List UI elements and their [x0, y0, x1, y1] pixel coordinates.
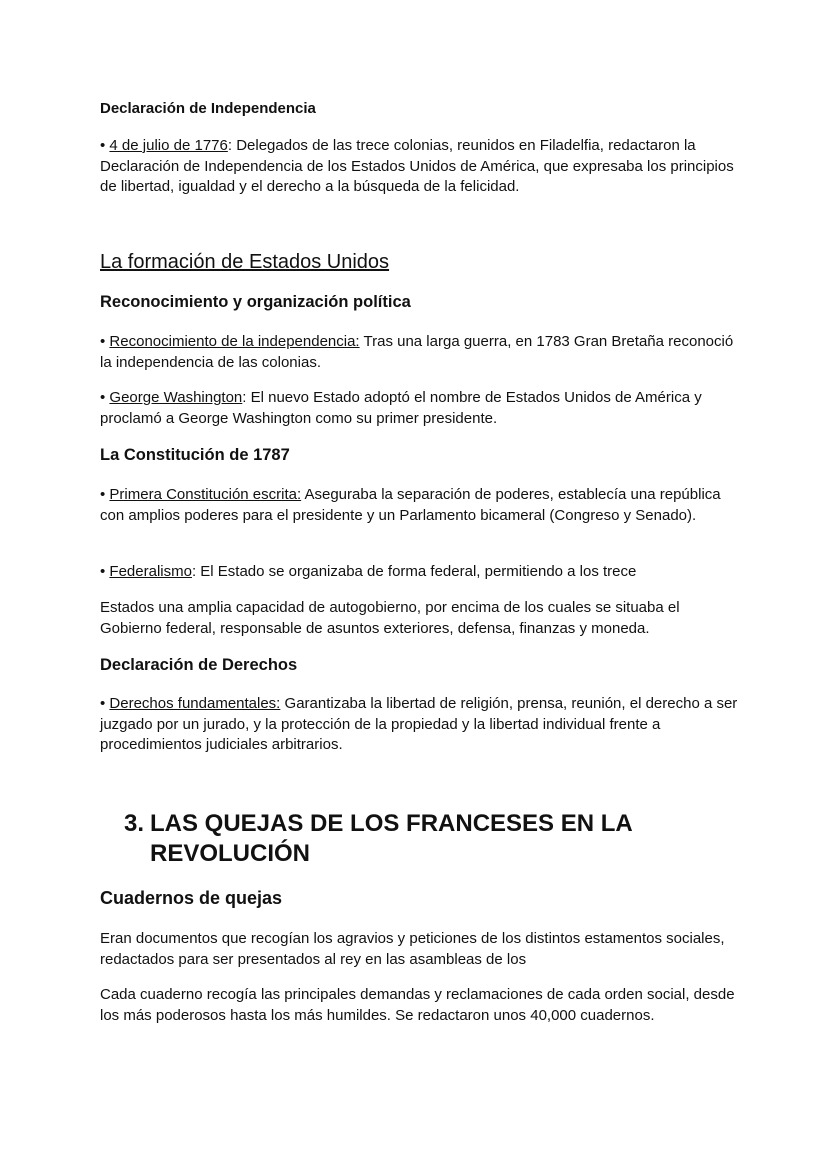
paragraph-4-julio-1776	[100, 136, 740, 198]
paragraph-text: : El nuevo Estado adoptó el nombre de Estados Unidos de América y proclamó a George Washington como su primer presidente.	[100, 389, 702, 427]
paragraph-text: Tras una larga guerra, en 1783 Gran Bretaña reconoció la independencia de las colonias.	[100, 333, 734, 371]
heading-cuadernos-quejas: Cuadernos de quejas	[100, 888, 283, 908]
bullet: •	[100, 486, 110, 503]
section-3-title: LAS QUEJAS DE LOS FRANCESES EN LA REVOLUCIÓN	[150, 810, 632, 867]
paragraph-federalismo	[100, 562, 740, 583]
bullet: •	[100, 137, 110, 154]
section-number: 3.	[124, 810, 145, 837]
bullet: •	[100, 563, 110, 580]
heading-constitucion-1787: La Constitución de 1787	[100, 446, 290, 464]
link-federalismo[interactable]: Federalismo	[109, 563, 192, 580]
heading-reconocimiento: Reconocimiento y organización política	[100, 293, 411, 311]
paragraph-cuadernos-1: Eran documentos que recogían los agravios y peticiones de los distintos estamentos sociales, redactados para ser presentados al rey en las asambleas de los	[100, 930, 725, 968]
paragraph-text: : El Estado se organizaba de forma federal, permitiendo a los trece	[191, 563, 637, 580]
paragraph-text: Aseguraba la separación de poderes, establecía una república con amplios poderes para el presidente y un Parlamento bicameral (Congreso y Senado).	[100, 486, 721, 524]
paragraph-primera-constitucion	[100, 485, 740, 526]
paragraph-estados-autogobierno: Estados una amplia capacidad de autogobierno, por encima de los cuales se situaba el Gobierno federal, responsable de asuntos exteriores, defensa, finanzas y moneda.	[100, 599, 680, 637]
link-george-washington[interactable]: George Washington	[109, 389, 243, 406]
bullet: •	[100, 695, 110, 712]
paragraph-text: Garantizaba la libertad de religión, prensa, reunión, el derecho a ser juzgado por un jurado, y la protección de la propiedad y la libertad individual frente a procedimientos judiciales arbitrarios.	[100, 695, 738, 753]
link-derechos-fundamentales[interactable]: Derechos fundamentales:	[109, 695, 281, 712]
link-reconocimiento-independencia[interactable]: Reconocimiento de la independencia:	[109, 333, 360, 350]
heading-declaracion-independencia: Declaración de Independencia	[100, 100, 316, 117]
section-title-formacion: La formación de Estados Unidos	[100, 251, 390, 273]
bullet: •	[100, 333, 110, 350]
paragraph-george-washington	[100, 388, 740, 429]
paragraph-cuadernos-2: Cada cuaderno recogía las principales demandas y reclamaciones de cada orden social, desde los más poderosos hasta los más humildes. Se redactaron unos 40,000 cuadernos.	[100, 986, 735, 1024]
link-primera-constitucion[interactable]: Primera Constitución escrita:	[109, 486, 302, 503]
paragraph-derechos-fundamentales	[100, 694, 740, 756]
paragraph-text: : Delegados de las trece colonias, reunidos en Filadelfia, redactaron la Declaración de Independencia de los Estados Unidos de América, que expresaba los principios de libertad, igualdad y el derecho a la búsqueda de la felicidad.	[100, 137, 734, 195]
bullet: •	[100, 389, 110, 406]
link-4-julio-1776[interactable]: 4 de julio de 1776	[109, 137, 228, 154]
heading-declaracion-derechos: Declaración de Derechos	[100, 656, 298, 674]
paragraph-reconocimiento-independencia	[100, 332, 740, 373]
